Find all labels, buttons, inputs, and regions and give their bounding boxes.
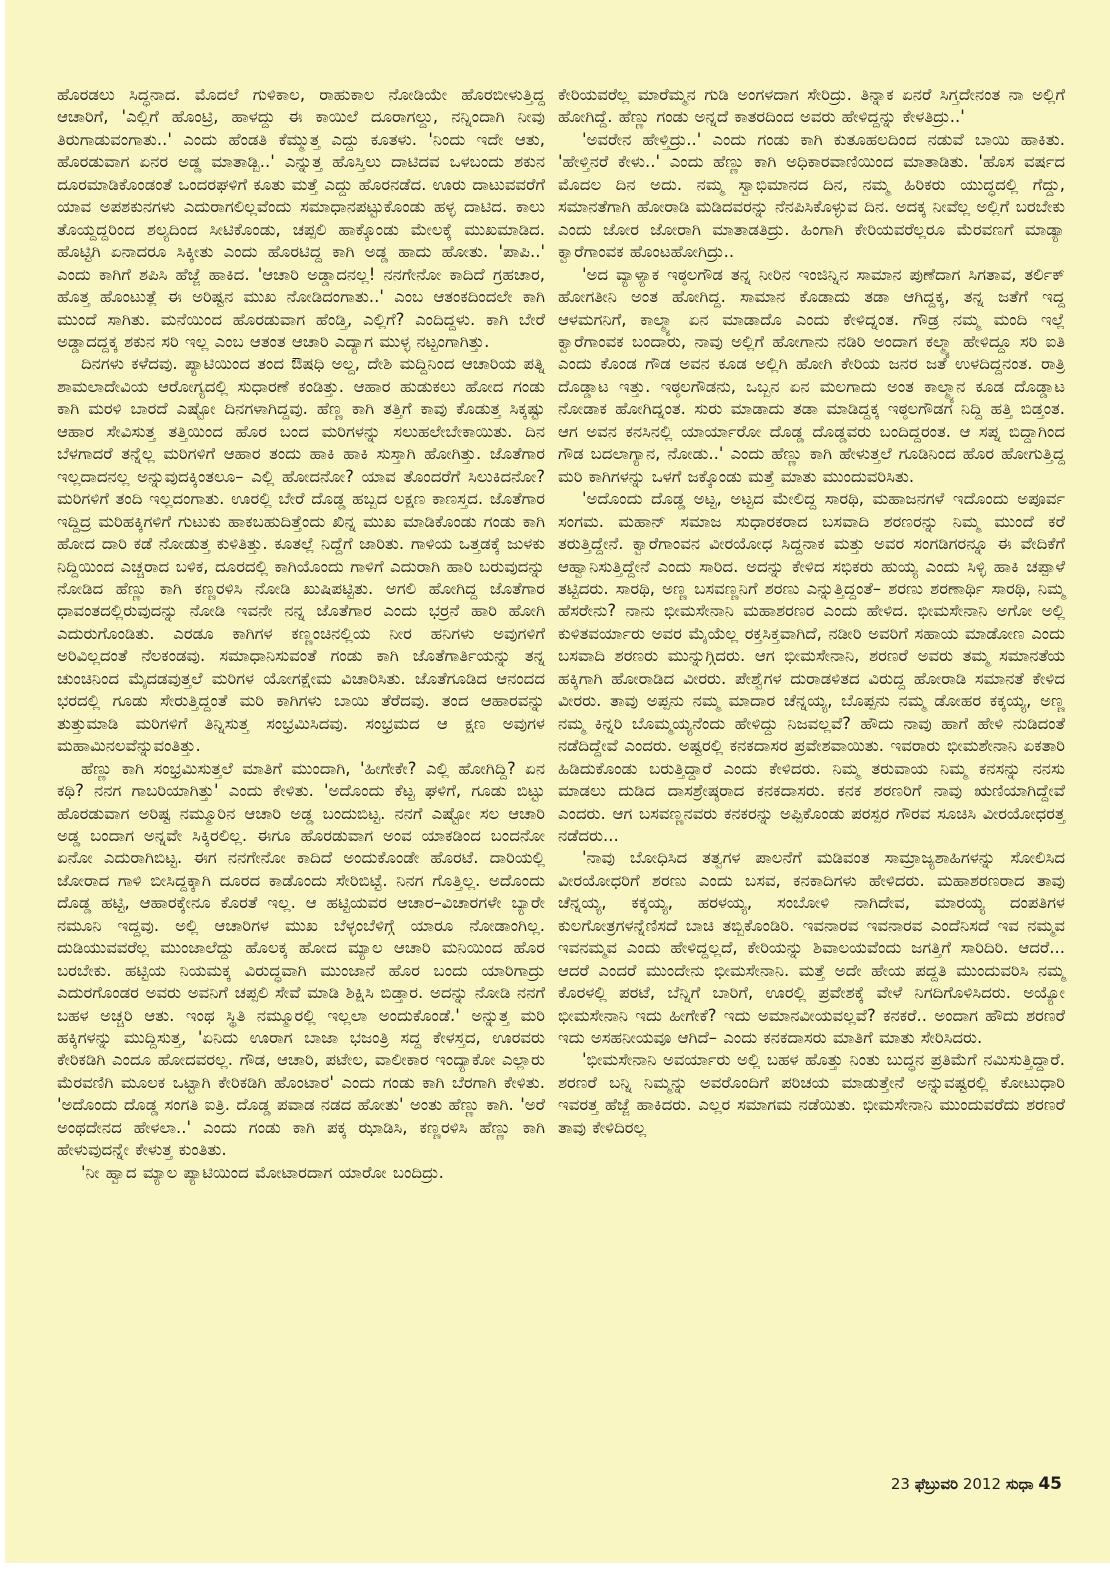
paragraph: 'ಭೀಮಸೇನಾನಿ ಅವರ್ಯಾರು ಅಲ್ಲಿ ಬಹಳ ಹೊತ್ತು ನಿಂತು ಬುದ್ಧನ ಪ್ರತಿಮೆಗೆ ನಮಿಸುತ್ತಿದ್ದಾರೆ. ಶರಣರೆ ಬನ್ನಿ ನಿಮ್ಮನ್ನು ಅವರೊಂದಿಗೆ ಪರಿಚಯ ಮಾಡುತ್ತೇನೆ ಅನ್ನುವಷ್ಟರಲ್ಲಿ ಕೋಟುಧಾರಿ ಇವರತ್ತ ಹೆಜ್ಜೆ ಹಾಕಿದರು. ಎಲ್ಲರ ಸಮಾಗಮ ನಡೆಯಿತು. ಭೀಮಸೇನಾನಿ ಮುಂದುವರೆದು ಶರಣರೆ ತಾವು ಕೇಳಿದಿರಲ್ಲ <box>558 1050 1065 1137</box>
paragraph: ದಿನಗಳು ಕಳೆದವು. ಪ್ಯಾಟಿಯಿಂದ ತಂದ ಔಷಧಿ ಅಲ್ದ, ದೇಶಿ ಮದ್ದಿನಿಂದ ಆಚಾರಿಯ ಪತ್ನಿ ಶಾಮಲಾದೇವಿಯ ಆರೋಗ್ಯದಲ್ಲಿ ಸುಧಾರಣೆ ಕಂಡಿತ್ತು. ಆಹಾರ ಹುಡುಕಲು ಹೋದ ಗಂಡು ಕಾಗಿ ಮರಳಿ ಬಾರದೆ ಎಷ್ಟೋ ದಿನಗಳಾಗಿದ್ದವು. ಹೆಣ್ಣ ಕಾಗಿ ತತ್ತಿಗೆ ಕಾವು ಕೊಡುತ್ತ ಸಿಕ್ಕಷ್ಟು ಆಹಾರ ಸೇವಿಸುತ್ತ ತತ್ತಿಯಿಂದ ಹೊರ ಬಂದ ಮರಿಗಳನ್ನು ಸಲುಹಲೇಬೇಕಾಯಿತು. ದಿನ ಬೆಳಗಾದರೆ ತನ್ನೆಲ್ಲ ಮರಿಗಳಿಗೆ ಆಹಾರ ತಂದು ಹಾಕಿ ಹಾಕಿ ಸುಸ್ತಾಗಿ ಹೋಗಿತ್ತು. ಜೊತೆಗಾರ ಇಲ್ಲದಾದನಲ್ಲ ಅನ್ನುವುದಕ್ಕಿಂತಲೂ– ಎಲ್ಲಿ ಹೋದನೋ? ಯಾವ ತೊಂದರೆಗೆ ಸಿಲುಕಿದನೋ? ಮರಿಗಳಿಗೆ ತಂದಿ ಇಲ್ಲದಂಗಾತು. ಊರಲ್ಲಿ ಬೇರೆ ದೊಡ್ಡ ಹಬ್ಬದ ಲಕ್ಷಣ ಕಾಣಸ್ತದ. ಜೊತೆಗಾರ ಇದ್ದಿದ್ರ ಮರಿಹಕ್ಕಿಗಳಿಗೆ ಗುಟುಕು ಹಾಕಬಹುದಿತ್ತೆಂದು ಖಿನ್ನ ಮುಖ ಮಾಡಿಕೊಂಡು ಗಂಡು ಕಾಗಿ ಹೋದ ದಾರಿ ಕಡೆ ನೋಡುತ್ತ ಕುಳಿತಿತ್ತು. ಕೂತಲ್ಲೆ ನಿದ್ದೆಗೆ ಜಾರಿತು. ಗಾಳಿಯ ಒತ್ತಡಕ್ಕೆ ಜುಳಕು ನಿದ್ದಿಯಿಂದ ಎಚ್ಚರಾದ ಬಳಿಕ, ದೂರದಲ್ಲಿ ಕಾಗಿಯೊಂದು ಗಾಳಿಗೆ ಎದುರಾಗಿ ಹಾರಿ ಬರುವುದನ್ನು ನೋಡಿದ ಹೆಣ್ಣು ಕಾಗಿ ಕಣ್ಣರಳಿಸಿ ನೋಡಿ ಖುಷಿಪಟ್ಟಿತು. ಅಗಲಿ ಹೋಗಿದ್ದ ಜೊತೆಗಾರ ಧಾವಂತದಲ್ಲಿರುವುದನ್ನು ನೋಡಿ ಇವನೇ ನನ್ನ ಜೊತೆಗಾರ ಎಂದು ಭರ್ರನೆ ಹಾರಿ ಹೋಗಿ ಎದುರುಗೊಂಡಿತು. ಎರಡೂ ಕಾಗಿಗಳ ಕಣ್ಣಂಚಿನಲ್ಲಿಯ ನೀರ ಹನಿಗಳು ಅವುಗಳಿಗೆ ಅರಿವಿಲ್ಲದಂತೆ ನೆಲಕಂಡವು. ಸಮಾಧಾನಿಸುವಂತೆ ಗಂಡು ಕಾಗಿ ಜೊತೆಗಾರ್ತಿಯನ್ನು ತನ್ನ ಚುಂಚಿನಿಂದ ಮೈದಡವುತ್ತಲೆ ಮರಿಗಳ ಯೋಗಕ್ಷೇಮ ವಿಚಾರಿಸಿತು. ಜೊತೆಗೂಡಿದ ಆನಂದದ ಭರದಲ್ಲಿ ಗೂಡು ಸೇರುತ್ತಿದ್ದಂತೆ ಮರಿ ಕಾಗಿಗಳು ಬಾಯಿ ತೆರೆದವು. ತಂದ ಆಹಾರವನ್ನು ತುತ್ತುಮಾಡಿ ಮರಿಗಳಿಗೆ ತಿನ್ನಿಸುತ್ತ ಸಂಭ್ರಮಿಸಿದವು. ಸಂಭ್ರಮದ ಆ ಕ್ಷಣ ಅವುಗಳ ಮಹಾಮಿನಲವೆನ್ನುವಂತಿತ್ತು. <box>57 354 545 756</box>
page-background <box>5 0 1110 1563</box>
magazine-name: ಸುಧಾ <box>1005 1475 1034 1493</box>
footer-month: ಫೆಬ್ರುವರಿ <box>914 1475 959 1493</box>
text-column-left <box>57 84 545 1184</box>
paragraph: 'ನೀ ಹ್ವಾದ ಮ್ಯಾಲ ಪ್ಯಾಟಿಯಿಂದ ಮೋಟಾರದಾಗ ಯಾರೋ ಬಂದಿದ್ರು. <box>81 1162 444 1182</box>
paragraph: 'ಅವರೇನ ಹೇಳ್ತಿದ್ರು..' ಎಂದು ಗಂಡು ಕಾಗಿ ಕುತೂಹಲದಿಂದ ನಡುವೆ ಬಾಯಿ ಹಾಕಿತು. 'ಹೇಳ್ತಿನರೆ ಕೇಳು..' ಎಂದು ಹೆಣ್ಣು ಕಾಗಿ ಅಧಿಕಾರವಾಣಿಯಿಂದ ಮಾತಾಡಿತು. 'ಹೊಸ ವರ್ಷದ ಮೊದಲ ದಿನ ಅದು. ನಮ್ಮ ಸ್ವಾಭಿಮಾನದ ದಿನ, ನಮ್ಮ ಹಿರಿಕರು ಯುದ್ಧದಲ್ಲಿ ಗೆದ್ದು, ಸಮಾನತೆಗಾಗಿ ಹೋರಾಡಿ ಮಡಿದವರನ್ನು ನೆನಪಿಸಿಕೊಳ್ಳುವ ದಿನ. ಅದಕ್ಕ ನೀವೆಲ್ಲ ಅಲ್ಲಿಗೆ ಬರಬೇಕು ಎಂದು ಜೋರ ಜೋರಾಗಿ ಮಾತಾಡತಿದ್ರು. ಹಿಂಗಾಗಿ ಕೇರಿಯವರೆಲ್ಲರೂ ಮೆರವಣಗೆ ಮಾಡ್ಯಾ ಕ್ವಾರೆಗಾಂವಕ ಹೊಂಟಹೋಗಿದ್ರು.. <box>558 129 1065 262</box>
text-column-right <box>558 84 1065 1139</box>
footer-day: 23 <box>890 1475 910 1493</box>
paragraph: 'ಅದ ವ್ಯಾಳ್ಯಾಕ ಇಠ್ಠಲಗೌಡ ತನ್ನ ನೀರಿನ ಇಂಜಿನ್ನಿನ ಸಾಮಾನ ಪುಣೆದಾಗ ಸಿಗತಾವ, ತರ್ಲಿಕ್ ಹೋಗತೀನಿ ಅಂತ ಹೋಗಿದ್ದ. ಸಾಮಾನ ಕೊಡಾದು ತಡಾ ಆಗಿದ್ದಕ್ಕ, ತನ್ನ ಜತೆಗೆ ಇದ್ದ ಆಳಮಗನಿಗೆ, ಕಾಲ್ಮ್ಯಾ ಏನ ಮಾಡಾದೊ ಎಂದು ಕೇಳಿದ್ನಂತ. ಗೌಡ್ರ ನಮ್ಮ ಮಂದಿ ಇಲ್ಲೆ ಕ್ವಾರೆಗಾಂವಕ ಬಂದಾರು, ನಾವು ಅಲ್ಲಿಗೆ ಹೋಗಾನು ನಡಿರಿ ಅಂದಾಗ ಕಲ್ಮ್ಯಾ ಹೇಳಿದ್ದೂ ಸರಿ ಐತಿ ಎಂದು ಕೊಂಡ ಗೌಡ ಅವನ ಕೂಡ ಅಲ್ಲಿಗಿ ಹೋಗಿ ಕೇರಿಯ ಜನರ ಜತೆ ಉಳದಿದ್ದನಂತ. ರಾತ್ರಿ ದೊಡ್ಡಾಟ ಇತ್ತು. ಇಠ್ಠಲಗೌಡನು, ಒಬ್ಬನ ಏನ ಮಲಗಾದು ಅಂತ ಕಾಲ್ಮ್ಯಾನ ಕೂಡ ದೊಡ್ಡಾಟ ನೋಡಾಕ ಹೋಗಿದ್ನಂತ. ಸುರು ಮಾಡಾದು ತಡಾ ಮಾಡಿದ್ದಕ್ಕ ಇಠ್ಠಲಗೌಡಗ ನಿದ್ದಿ ಹತ್ತಿ ಬಿಡ್ತಂತ. ಆಗ ಅವನ ಕನಸಿನಲ್ಲಿ ಯಾರ್ಯಾರೋ ದೊಡ್ಡ ದೊಡ್ಡವರು ಬಂದಿದ್ದರಂತ. ಆ ಸಪ್ನ ಬಿದ್ದಾಗಿಂದ ಗೌಡ ಬದಲಾಗ್ಯಾನ, ನೋಡು..' ಎಂದು ಹೆಣ್ಣು ಕಾಗಿ ಹೇಳುತ್ತಲೆ ಗೂಡಿನಿಂದ ಹೊರ ಹೋಗುತ್ತಿದ್ದ ಮರಿ ಕಾಗಿಗಳನ್ನು ಒಳಗೆ ಜಕ್ಕೊಂಡು ಮತ್ತೆ ಮಾತು ಮುಂದುವರಿಸಿತು. <box>558 264 1065 486</box>
paragraph: ಹೊರಡಲು ಸಿದ್ಧನಾದ. ಮೊದಲೆ ಗುಳಿಕಾಲ, ರಾಹುಕಾಲ ನೋಡಿಯೇ ಹೊರಬೀಳುತ್ತಿದ್ದ ಆಚಾರಿಗೆ, 'ಎಲ್ಲಿಗೆ ಹೊಂಟ್ರಿ, ಹಾಳದ್ದು ಈ ಕಾಯಿಲೆ ದೂರಾಗಲ್ದು, ನನ್ನಿಂದಾಗಿ ನೀವು ತಿರುಗಾಡುವಂಗಾತು..' ಎಂದು ಹೆಂಡತಿ ಕೆಮ್ಮುತ್ತ ಎದ್ದು ಕೂತಳು. 'ನಿಂದು ಇದೇ ಆತು, ಹೊರಡುವಾಗ ಏನರ ಅಡ್ಡ ಮಾತಾಡ್ಬಿ..' ಎನ್ನುತ್ತ ಹೊಸ್ತಿಲು ದಾಟಿದವ ಒಳಬಂದು ಶಕುನ ದೂರಮಾಡಿಕೊಂಡಂತೆ ಒಂದರಘಳಿಗೆ ಕೂತು ಮತ್ತೆ ಎದ್ದು ಹೊರನಡೆದ. ಊರು ದಾಟುವವರೆಗೆ ಯಾವ ಅಪಶಕುನಗಳು ಎದುರಾಗಲಿಲ್ಲವೆಂದು ಸಮಾಧಾನಪಟ್ಟುಕೊಂಡು ಹಳ್ಳ ದಾಟಿದ. ಕಾಲು ತೊಯ್ದದ್ದರಿಂದ ಶಲ್ಯದಿಂದ ಸೀಟಿಕೊಂಡು, ಚಪ್ಪಲಿ ಹಾಕ್ಕೊಂಡು ಮೇಲಕ್ಕೆ ಮುಖಮಾಡಿದ. ಹೊಟ್ಟಿಗಿ ಏನಾದರೂ ಸಿಕ್ಕೀತು ಎಂದು ಹೊರಟಿದ್ದ ಕಾಗಿ ಅಡ್ಡ ಹಾದು ಹೋತು. 'ಪಾಪಿ..' ಎಂದು ಕಾಗಿಗೆ ಶಪಿಸಿ ಹೆಜ್ಜೆ ಹಾಕಿದ. 'ಆಚಾರಿ ಅಡ್ಡಾದನಲ್ಲ! ನನಗೇನೋ ಕಾದಿದೆ ಗ್ರಹಚಾರ, ಹೊತ್ತ ಹೊಂಟುತ್ಲೆ ಈ ಅರಿಷ್ಟನ ಮುಖ ನೋಡಿದಂಗಾತು..' ಎಂಬ ಆತಂಕದಿಂದಲೇ ಕಾಗಿ ಮುಂದೆ ಸಾಗಿತು. ಮನೆಯಿಂದ ಹೊರಡುವಾಗ ಹೆಂಡ್ತಿ, ಎಲ್ಲಿಗೆ? ಎಂದಿದ್ದಳು. ಕಾಗಿ ಬೇರೆ ಅಡ್ಡಾದದ್ದಕ್ಕ ಶಕುನ ಸರಿ ಇಲ್ಲ ಎಂಬ ಆತಂತ ಆಚಾರಿ ಎದ್ಯಾಗ ಮುಳ್ಳ ನಟ್ಟಂಗಾಗಿತ್ತು. <box>57 85 545 351</box>
page-number: 45 <box>1038 1474 1062 1494</box>
footer-year: 2012 <box>962 1475 1002 1493</box>
paragraph: 'ಅದೊಂದು ದೊಡ್ಡ ಅಟ್ಟ, ಅಟ್ಟದ ಮೇಲಿದ್ದ ಸಾರಥಿ, ಮಹಾಜನಗಳೆ ಇದೊಂದು ಅಪೂರ್ವ ಸಂಗಮ. ಮಹಾನ್ ಸಮಾಜ ಸುಧಾರಕರಾದ ಬಸವಾದಿ ಶರಣರನ್ನು ನಿಮ್ಮ ಮುಂದೆ ಕರೆ ತರುತ್ತಿದ್ದೇನೆ. ಕ್ವಾರೆಗಾಂವನ ವೀರಯೋಧ ಸಿದ್ದನಾಕ ಮತ್ತು ಅವರ ಸಂಗಡಿಗರನ್ನೂ ಈ ವೇದಿಕೆಗೆ ಆಹ್ವಾನಿಸುತ್ತಿದ್ದೇನೆ ಎಂದು ಸಾರಿದ. ಅದನ್ನು ಕೇಳಿದ ಸಭಿಕರು ಹುಯ್ಯ ಎಂದು ಸಿಳ್ಳಿ ಹಾಕಿ ಚಪ್ಪಾಳೆ ತಟ್ಟಿದರು. ಸಾರಥಿ, ಅಣ್ಣ ಬಸವಣ್ಣನಿಗೆ ಶರಣು ಎನ್ನುತ್ತಿದ್ದಂತೆ– ಶರಣು ಶರಣಾರ್ಥಿ ಸಾರಥಿ, ನಿಮ್ಮ ಹೆಸರೇನು? ನಾನು ಭೀಮಸೇನಾನಿ ಮಹಾಶರಣರ ಎಂದು ಹೇಳಿದ. ಭೀಮಸೇನಾನಿ ಅಗೋ ಅಲ್ಲಿ ಕುಳಿತವರ್ಯಾರು ಅವರ ಮೈಯೆಲ್ಲ ರಕ್ತಸಿಕ್ತವಾಗಿದೆ, ನಡೀರಿ ಅವರಿಗೆ ಸಹಾಯ ಮಾಡೋಣ ಎಂದು ಬಸವಾದಿ ಶರಣರು ಮುನ್ನುಗ್ಗಿದರು. ಆಗ ಭೀಮಸೇನಾನಿ, ಶರಣರೆ ಅವರು ತಮ್ಮ ಸಮಾನತೆಯ ಹಕ್ಕಿಗಾಗಿ ಹೋರಾಡಿದ ವೀರರು. ಪೇಶ್ವೆಗಳ ದುರಾಡಳಿತದ ವಿರುದ್ದ ಹೋರಾಡಿ ಸಮಾನತೆ ಕೇಳಿದ ವೀರರು. ತಾವು ಅಪ್ಪನು ನಮ್ಮ ಮಾದಾರ ಚೆನ್ನಯ್ಯ, ಬೊಪ್ಪನು ನಮ್ಮ ಡೋಹರ ಕಕ್ಕಯ್ಯ, ಅಣ್ಣ ನಮ್ಮ ಕಿನ್ನರಿ ಬೊಮ್ಮಯ್ಯನೆಂದು ಹೇಳಿದ್ದು ನಿಜವಲ್ಲವೆ? ಹೌದು ನಾವು ಹಾಗೆ ಹೇಳಿ ನುಡಿದಂತೆ ನಡೆದಿದ್ದೇವೆ ಎಂದರು. ಅಷ್ಟರಲ್ಲಿ ಕನಕದಾಸರ ಪ್ರವೇಶವಾಯಿತು. ಇವರಾರು ಭೀಮಶೇನಾನಿ ಏಕತಾರಿ ಹಿಡಿದುಕೊಂಡು ಬರುತ್ತಿದ್ದಾರೆ ಎಂದು ಕೇಳಿದರು. ನಿಮ್ಮ ತರುವಾಯ ನಿಮ್ಮ ಕನಸನ್ನು ನನಸು ಮಾಡಲು ದುಡಿದ ದಾಸಶ್ರೇಷ್ಠರಾದ ಕನಕದಾಸರು. ಕನಕ ಶರಣರಿಗೆ ನಾವು ಋಣಿಯಾಗಿದ್ದೇವೆ ಎಂದರು. ಆಗ ಬಸವಣ್ಣನವರು ಕನಕರನ್ನು ಅಪ್ಪಿಕೊಂಡು ಪರಸ್ಪರ ಗೌರವ ಸೂಚಿಸಿ ವೀರಯೋಧರತ್ತ ನಡೆದರು... <box>558 489 1065 845</box>
paragraph: ಹೆಣ್ಣು ಕಾಗಿ ಸಂಭ್ರಮಿಸುತ್ತಲೆ ಮಾತಿಗೆ ಮುಂದಾಗಿ, 'ಹೀಗೇಕೇ? ಎಲ್ಲಿ ಹೋಗಿದ್ದಿ? ಏನ ಕಥಿ? ನನಗ ಗಾಬರಿಯಾಗಿತ್ತು' ಎಂದು ಕೇಳಿತು. 'ಅದೊಂದು ಕೆಟ್ಟ ಘಳಿಗೆ, ಗೂಡು ಬಿಟ್ಟು ಹೊರಡುವಾಗ ಅರಿಷ್ಟ ನಮ್ಮೂರಿನ ಆಚಾರಿ ಅಡ್ಡ ಬಂದುಬಿಟ್ಟ. ನನಗೆ ಎಷ್ಟೋ ಸಲ ಆಚಾರಿ ಅಡ್ಡ ಬಂದಾಗ ಅನ್ನವೇ ಸಿಕ್ಕಿರಲಿಲ್ಲ. ಈಗೂ ಹೊರಡುವಾಗ ಅಂವ ಯಾಕಡಿಂದ ಬಂದನೋ ಏನೋ ಎದುರಾಗಿಬಿಟ್ಟ. ಈಗ ನನಗೇನೋ ಕಾದಿದೆ ಅಂದುಕೊಂಡೇ ಹೊರಟೆ. ದಾರಿಯಲ್ಲಿ ಜೋರಾದ ಗಾಳಿ ಬೀಸಿದ್ದಕ್ಕಾಗಿ ದೂರದ ಕಾಡೊಂದು ಸೇರಿಬಿಟ್ಟೆ. ನಿನಗ ಗೊತ್ತಿಲ್ಲ. ಅದೊಂದು ದೊಡ್ಡ ಹಟ್ಟಿ, ಆಹಾರಕ್ಕೇನೂ ಕೊರತೆ ಇಲ್ಲ. ಆ ಹಟ್ಟಿಯವರ ಆಚಾರ–ವಿಚಾರಗಳೇ ಬ್ಯಾರೇ ನಮೂನಿ ಇದ್ದವು. ಅಲ್ಲಿ ಆಚಾರಿಗಳ ಮುಖ ಬೆಳ್ಳಂಬೆಳಿಗ್ಗೆ ಯಾರೂ ನೋಡಾಂಗಿಲ್ಲ. ದುಡಿಯುವವರೆಲ್ಲ ಮುಂಜಾಲೆದ್ದು ಹೊಲಕ್ಕ ಹೋದ ಮ್ಯಾಲ ಆಚಾರಿ ಮನಿಯಿಂದ ಹೊರ ಬರಬೇಕು. ಹಟ್ಟಿಯ ನಿಯಮಕ್ಕ ವಿರುದ್ಧವಾಗಿ ಮುಂಜಾನೆ ಹೊರ ಬಂದು ಯಾರಿಗಾದ್ರು ಎದುರಗೊಂಡರ ಅವರು ಅವನಿಗೆ ಚಪ್ಪಲಿ ಸೇವೆ ಮಾಡಿ ಶಿಕ್ಷಿಸಿ ಬಿಡ್ತಾರ. ಅದನ್ನು ನೋಡಿ ನನಗೆ ಬಹಳ ಅಚ್ಚರಿ ಆತು. ಇಂಥ ಸ್ಥಿತಿ ನಮ್ಮೂರಲ್ಲಿ ಇಲ್ಲಲಾ ಅಂದುಕೊಂಡೆ.' ಅನ್ನುತ್ತ ಮರಿ ಹಕ್ಕಿಗಳನ್ನು ಮುದ್ದಿಸುತ್ತ, 'ಏನಿದು ಊರಾಗ ಬಾಜಾ ಭಜಂತ್ರಿ ಸದ್ದ ಕೇಳಸ್ತದ, ಊರವರು ಕೇರಿಕಡಿಗಿ ಎಂದೂ ಹೋದವರಲ್ಲ. ಗೌಡ, ಆಚಾರಿ, ಪಟೇಲ, ವಾಲೀಕಾರ ಇಂದ್ಯಾಕೋ ಎಲ್ಲಾರು ಮೆರವಣಿಗಿ ಮೂಲಕ ಒಟ್ಟಾಗಿ ಕೇರಿಕಡಿಗಿ ಹೊಂಟಾರ' ಎಂದು ಗಂಡು ಕಾಗಿ ಬೆರಗಾಗಿ ಕೇಳಿತು. 'ಅದೊಂದು ದೊಡ್ಡ ಸಂಗತಿ ಐತ್ರಿ. ದೊಡ್ಡ ಪವಾಡ ನಡದ ಹೋತು' ಅಂತು ಹೆಣ್ಣು ಕಾಗಿ. 'ಅರೆ ಅಂಥದೇನದ ಹೇಳಲಾ..' ಎಂದು ಗಂಡು ಕಾಗಿ ಪಕ್ಕ ಝಾಡಿಸಿ, ಕಣ್ಣರಳಿಸಿ ಹೆಣ್ಣು ಕಾಗಿ ಹೇಳುವುದನ್ನೇ ಕೇಳುತ್ತ ಕುಂತಿತು. <box>57 758 545 1160</box>
paragraph: ಕೇರಿಯವರೆಲ್ಲ ಮಾರೆಮ್ಮನ ಗುಡಿ ಅಂಗಳದಾಗ ಸೇರಿದ್ರು. ತಿನ್ನಾಕ ಏನರೆ ಸಿಗ್ತದೇನಂತ ನಾ ಅಲ್ಲಿಗೆ ಹೋಗಿದ್ದೆ. ಹೆಣ್ಣು ಗಂಡು ಅನ್ನದೆ ಕಾತರದಿಂದ ಅವರು ಹೇಳಿದ್ದನ್ನು ಕೇಳತಿದ್ರು..' <box>558 85 1065 127</box>
page-footer <box>891 1474 1062 1494</box>
paragraph: 'ನಾವು ಬೋಧಿಸಿದ ತತ್ವಗಳ ಪಾಲನೆಗೆ ಮಡಿವಂತ ಸಾಮ್ರಾಜ್ಯಶಾಹಿಗಳನ್ನು ಸೋಲಿಸಿದ ವೀರಯೋಧರಿಗೆ ಶರಣು ಎಂದು ಬಸವ, ಕನಕಾದಿಗಳು ಹೇಳಿದರು. ಮಹಾಶರಣರಾದ ತಾವು ಚೆನ್ನಯ್ಯ, ಕಕ್ಕಯ್ಯ, ಹರಳಯ್ಯ, ಸಂಬೋಳಿ ನಾಗಿದೇವ, ಮಾರಯ್ಯ ದಂಪತಿಗಳ ಕುಲಗೋತ್ರಗಳನ್ನೆಣಿಸದೆ ಬಾಚಿ ತಬ್ಬಿಕೊಂಡಿರಿ. ಇವನಾರವ ಇವನಾರವ ಎಂದೆನಿಸದೆ ಇವ ನಮ್ಮವ ಇವನಮ್ಮವ ಎಂದು ಹೇಳಿದ್ದಲ್ಲದೆ, ಕೇರಿಯನ್ನು ಶಿವಾಲಯವೆಂದು ಜಗತ್ತಿಗೆ ಸಾರಿದಿರಿ. ಆದರೆ... ಆದರೆ ಎಂದರೆ ಮುಂದೇನು ಭೀಮಸೇನಾನಿ. ಮತ್ತೆ ಅದೇ ಹೇಯ ಪದ್ದತಿ ಮುಂದುವರಿಸಿ ನಮ್ಮ ಕೊರಳಲ್ಲಿ ಪರಟೆ, ಬೆನ್ನಿಗೆ ಬಾರಿಗೆ, ಊರಲ್ಲಿ ಪ್ರವೇಶಕ್ಕೆ ವೇಳೆ ನಿಗದಿಗೊಳಿಸಿದರು. ಅಯ್ಯೋ ಭೀಮಸೇನಾನಿ ಇದು ಹೀಗೇಕೆ? ಇದು ಅಮಾನವೀಯವಲ್ಲವೆ? ಕನಕರೆ.. ಅಂದಾಗ ಹೌದು ಶರಣರೆ ಇದು ಅಸಹನೀಯವೂ ಆಗಿದೆ– ಎಂದು ಕನಕದಾಸರು ಮಾತಿಗೆ ಮಾತು ಸೇರಿಸಿದರು. <box>558 848 1065 1048</box>
